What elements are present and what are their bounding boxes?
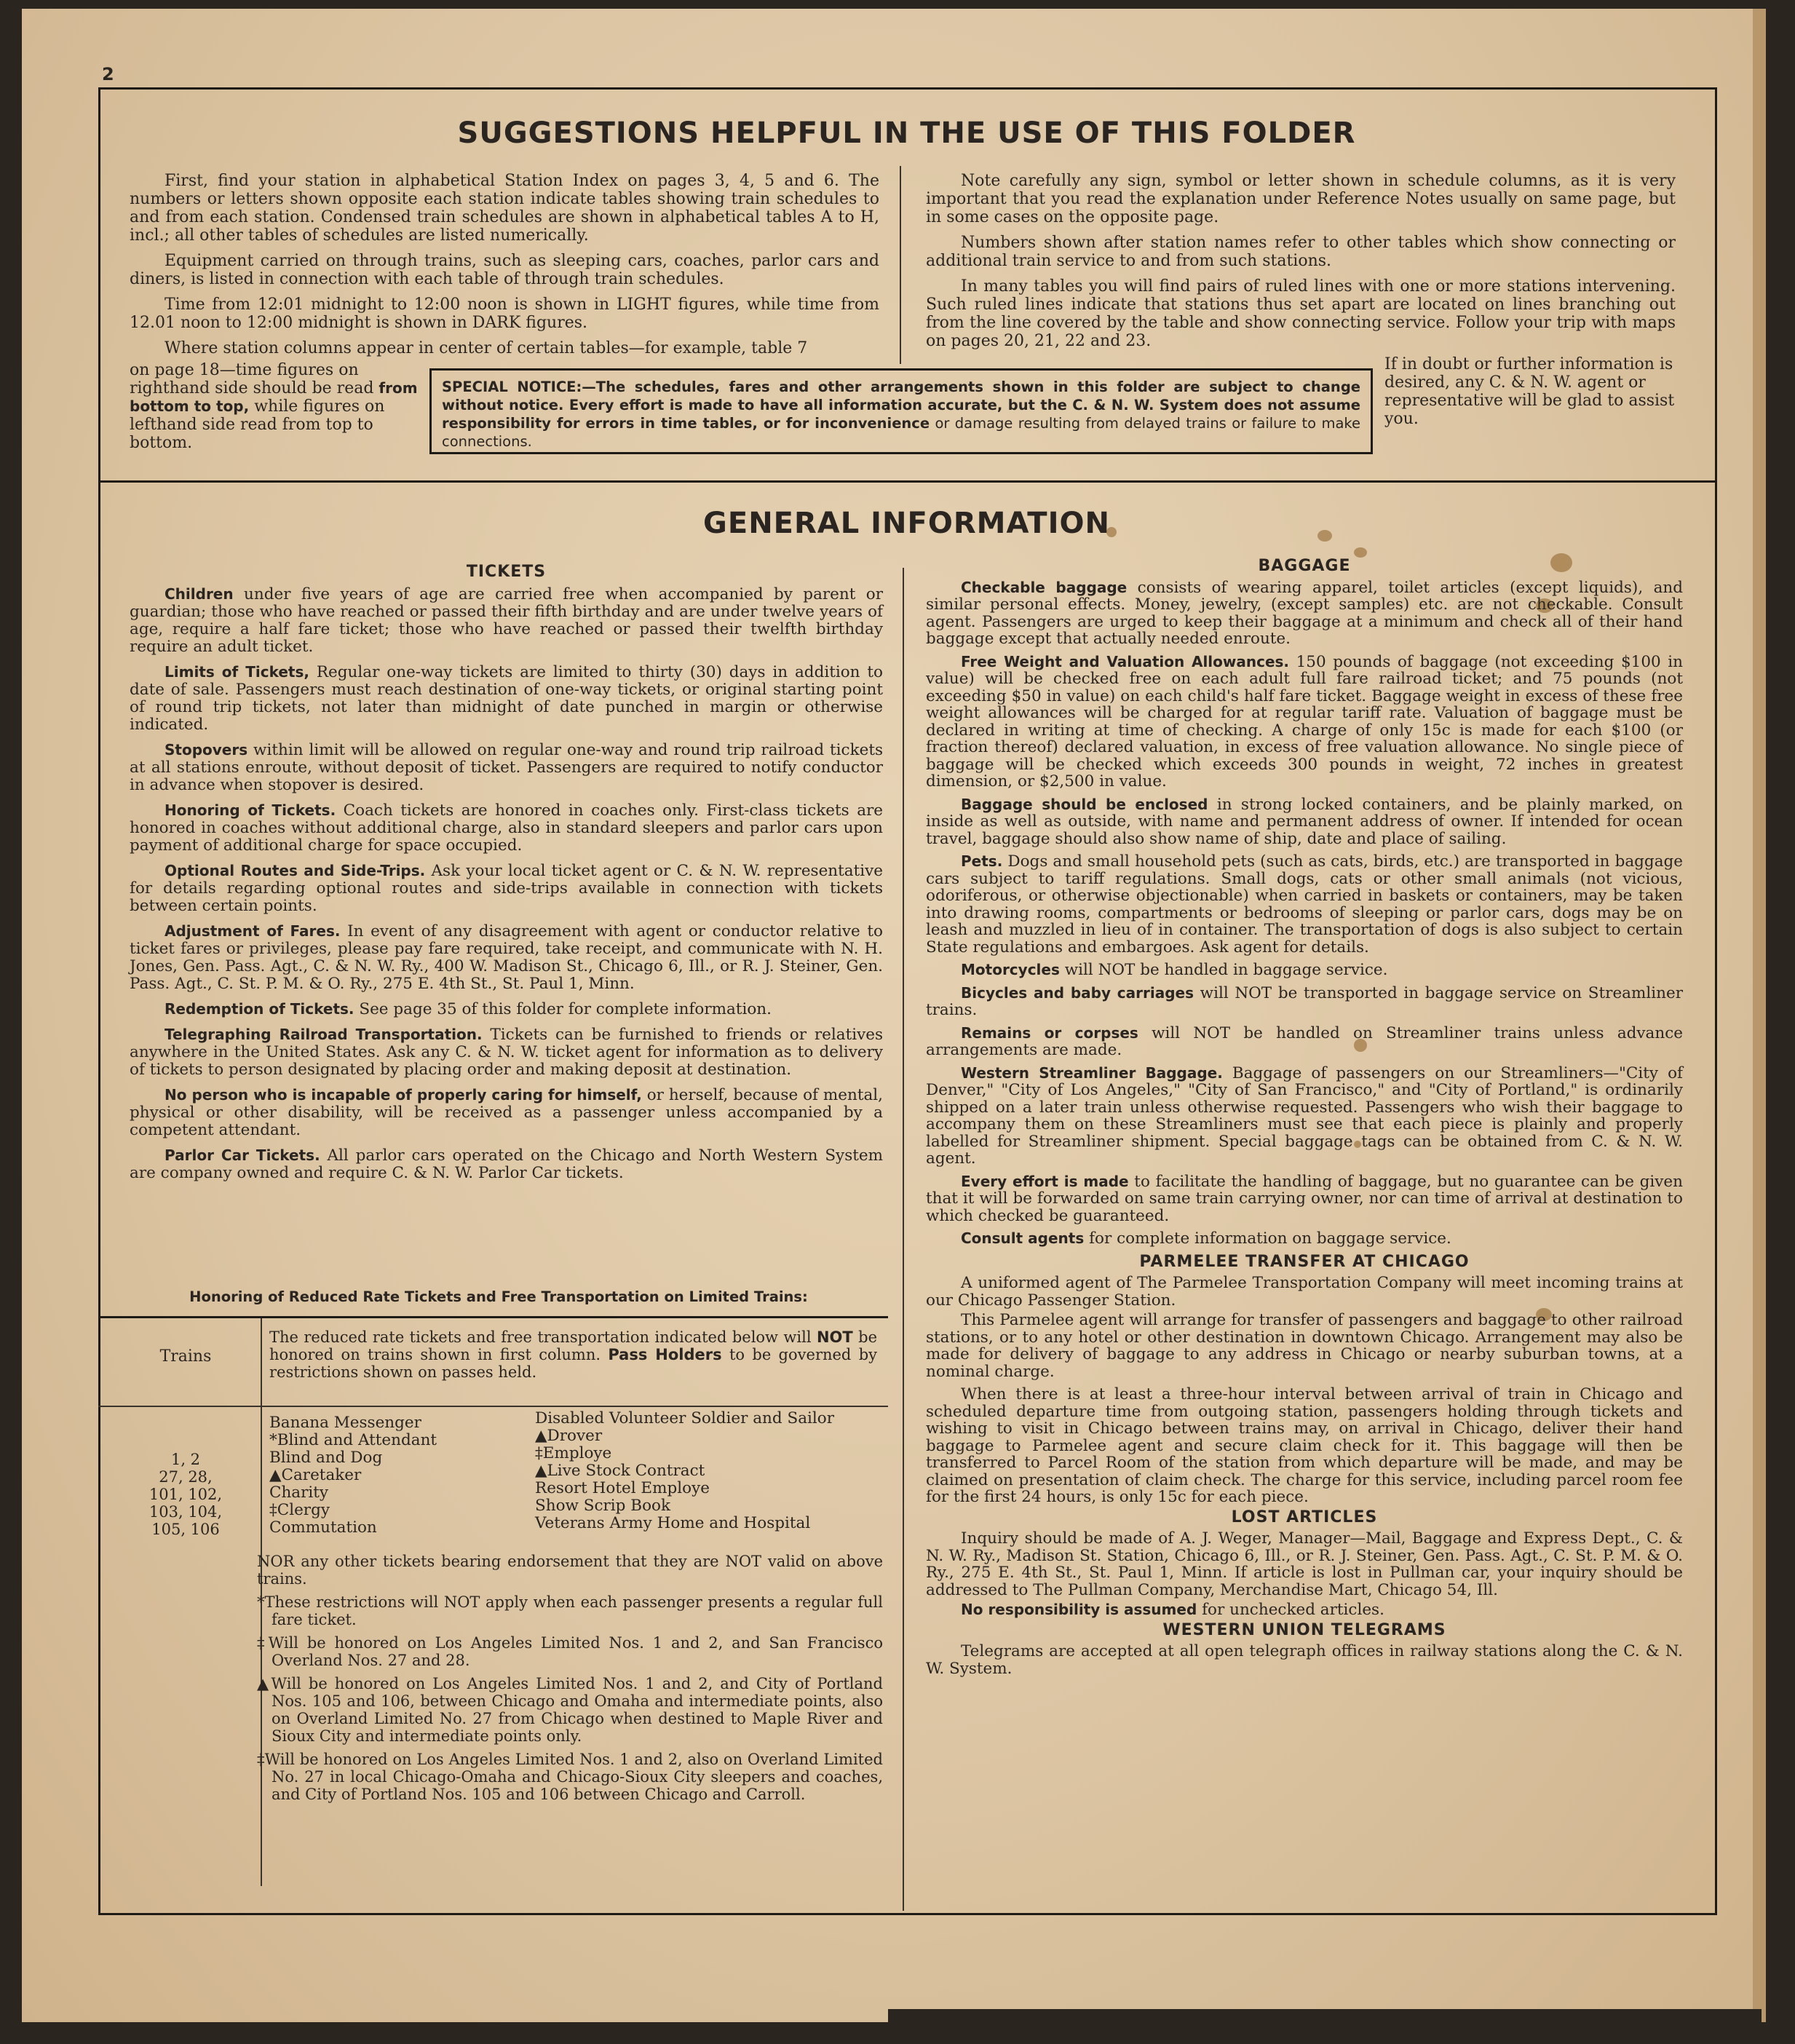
continuation-bold: from bottom to top, xyxy=(130,379,418,415)
parmelee-paragraph: When there is at least a three-hour interval between arrival of train in Chicago and scheduled departure time from outgoing station, passengers holding through tickets and wishing to visit in Chicago between trains may, on arrival in Chicago, deliver their hand baggage to Parmelee agent and secure claim check for it. This baggage will then be transferred to Parcel Room of the station from which departure will be made, and may be claimed on presentation of claim check. The charge for this service, including parcel room fee for the first 24 hours, is only 15c for each piece. xyxy=(926,1385,1683,1506)
pass-types-right xyxy=(535,1410,834,1532)
suggestion-paragraph: Equipment carried on through trains, such as sleeping cars, coaches, parlor cars and diners, is listed in connection with each table of through train schedules. xyxy=(130,252,879,288)
pass-type: ▲Live Stock Contract xyxy=(535,1462,705,1480)
ticket-item-text: Ask your local ticket agent or C. & N. W. representative for details regarding optional routes and side-trips available in connection with tickets between certain points. xyxy=(130,862,883,915)
baggage-item-text: in strong locked containers, and be plainly marked, on inside as well as outside, with name and permanent address of owner. If intended for ocean travel, baggage should also show name of ship, date and place of sailing. xyxy=(926,795,1683,848)
baggage-item-text: 150 pounds of baggage (not exceeding $100 in value) will be checked free on each adult full fare railroad ticket; and 75 pounds (not exceeding $50 in value) on each child's half fare ticket. Baggage weight in excess of these free weight allowances will be charged for at regular tariff rate. Valuation of baggage must be declared in writing at time of checking. A charge of only 15c is made for each $100 (or fraction thereof) declared valuation, in excess of free valuation allowance. No single piece of baggage will be checked which exceeds 300 pounds in weight, 72 inches in greatest dimension, or $2,500 in value. xyxy=(926,652,1683,791)
ticket-item-title: Parlor Car Tickets. xyxy=(165,1146,320,1164)
desc-text: to be governed by restrictions shown on passes held. xyxy=(269,1346,877,1381)
ticket-item-text: Regular one-way tickets are limited to thirty (30) days in addition to date of sale. Passengers must reach destination of one-way tickets, or original starting point of round trip tickets, not later than midnight of date punched in margin or otherwise indicated. xyxy=(130,663,883,734)
reduced-rate-description xyxy=(269,1328,877,1381)
baggage-heading: BAGGAGE xyxy=(1258,557,1351,575)
pass-type: ‡Clergy xyxy=(269,1501,330,1519)
ticket-item-text: Coach tickets are honored in coaches only. First-class tickets are honored in coaches without additional charge, also in standard sleepers and parlor cars upon payment of additional charge for space occupied. xyxy=(130,801,884,855)
ticket-item xyxy=(130,1086,883,1139)
suggestions-left-column xyxy=(130,172,879,357)
baggage-item-title: Remains or corpses xyxy=(961,1023,1138,1042)
ticket-item-title: Stopovers xyxy=(165,741,248,758)
ticket-item-title: Telegraphing Railroad Transportation. xyxy=(165,1026,483,1043)
suggestions-left-continuation xyxy=(130,361,421,452)
baggage-item-title: Free Weight and Valuation Allowances. xyxy=(961,652,1290,670)
ticket-item xyxy=(130,741,883,794)
ticket-item-text: Tickets can be furnished to friends or relatives anywhere in the United States. Ask any C. & N. W. ticket agent for information as to delivery of tickets to person designated by placing order and making deposit at destination. xyxy=(130,1026,883,1079)
desc-pass-holders: Pass Holders xyxy=(608,1346,722,1363)
train-note: NOR any other tickets bearing endorsement that they are NOT valid on above trains. xyxy=(257,1553,883,1588)
column-divider xyxy=(903,568,904,1911)
parmelee-paragraph: This Parmelee agent will arrange for transfer of passengers and baggage to other railroad stations, or to any hotel or other destination in downtown Chicago. Arrangement may also be made for delivery of baggage to any address in Chicago or nearby suburban towns, at a nominal charge. xyxy=(926,1311,1683,1381)
ticket-item xyxy=(130,585,883,656)
pass-type: Blind and Dog xyxy=(269,1449,383,1467)
baggage-item xyxy=(926,853,1683,956)
suggestion-paragraph: Note carefully any sign, symbol or letter shown in schedule columns, as it is very important that you read the explanation under Reference Notes usually on same page, but in some cases on the opposite page. xyxy=(926,172,1676,226)
train-numbers: 1, 2 27, 28, 101, 102, 103, 104, 105, 106 xyxy=(148,1451,223,1538)
special-notice-bold: SPECIAL NOTICE:—The schedules, fares and other arrangements shown in this folder are subject to change without notice. Every effort is made to have all information accurate, but the C. & N. W. System does not assume responsibility for errors in time tables, or for inconvenience xyxy=(442,379,1360,432)
baggage-item xyxy=(926,962,1683,979)
ticket-item-text: All parlor cars operated on the Chicago and North Western System are company owned and require C. & N. W. Parlor Car tickets. xyxy=(130,1146,883,1182)
suggestion-paragraph: Where station columns appear in center of certain tables—for example, table 7 xyxy=(165,339,808,357)
baggage-item-title: Bicycles and baby carriages xyxy=(961,983,1194,1002)
special-notice-box xyxy=(429,368,1373,454)
baggage-column xyxy=(926,555,1683,1684)
suggestions-title: SUGGESTIONS HELPFUL IN THE USE OF THIS FOLDER xyxy=(457,116,1356,150)
ticket-item-title: Children xyxy=(165,585,234,603)
baggage-item-title: Every effort is made xyxy=(961,1172,1129,1190)
reduced-rate-table xyxy=(98,1316,888,1913)
baggage-item xyxy=(926,1065,1683,1168)
special-notice-rest: or damage resulting from delayed trains or failure to make connections. xyxy=(442,415,1360,450)
suggestion-paragraph: In many tables you will find pairs of ruled lines with one or more stations intervening. Such ruled lines indicate that stations thus set apart are located on lines branching out from the line covered by the table and show connecting service. Follow your trip with maps on pages 20, 21, 22 and 23. xyxy=(926,277,1676,350)
pass-type: Veterans Army Home and Hospital xyxy=(535,1514,811,1532)
continuation-text: on page 18—time figures on righthand side should be read xyxy=(130,361,379,397)
column-divider xyxy=(900,166,901,364)
baggage-item-title: Baggage should be enclosed xyxy=(961,795,1208,813)
no-responsibility-bold: No responsibility is assumed xyxy=(961,1601,1197,1618)
pass-type: *Blind and Attendant xyxy=(269,1431,437,1449)
desc-text: be honored on trains shown in first column. xyxy=(269,1328,878,1363)
ticket-item-text: See page 35 of this folder for complete information. xyxy=(354,1000,772,1018)
pass-type: ▲Drover xyxy=(535,1427,603,1445)
tickets-heading: TICKETS xyxy=(466,563,547,581)
pass-type: Charity xyxy=(269,1484,329,1502)
baggage-item-text: will NOT be transported in baggage service on Streamliner trains. xyxy=(926,983,1683,1019)
continuation-text: while figures on lefthand side read from top to bottom. xyxy=(130,397,385,452)
baggage-item xyxy=(926,654,1683,791)
pass-type: ‡Employe xyxy=(535,1444,612,1462)
baggage-item xyxy=(926,796,1683,848)
baggage-item-title: Consult agents xyxy=(961,1229,1085,1247)
suggestion-paragraph: Time from 12:01 midnight to 12:00 noon is shown in LIGHT figures, while time from 12.01 noon to 12:00 midnight is shown in DARK figures. xyxy=(130,296,879,332)
pass-types-left xyxy=(269,1414,437,1537)
reduced-rate-title: Honoring of Reduced Rate Tickets and Free Transportation on Limited Trains: xyxy=(189,1288,808,1305)
western-union-heading: WESTERN UNION TELEGRAMS xyxy=(1162,1620,1446,1639)
ticket-item-text: under five years of age are carried free when accompanied by parent or guardian; those who have reached or passed their fifth birthday and are under twelve years of age, require a half fare ticket; those who have reached or passed their twelfth birthday require an adult ticket. xyxy=(130,585,883,656)
train-note: ‡Will be honored on Los Angeles Limited Nos. 1 and 2, also on Overland Limited No. 27 in local Chicago-Omaha and Chicago-Sioux City sleepers and coaches, and City of Portland Nos. 105 and 106 between Chicago and Carroll. xyxy=(257,1751,883,1803)
baggage-item-title: Pets. xyxy=(961,852,1003,870)
pass-type: Resort Hotel Employe xyxy=(535,1479,710,1497)
baggage-item xyxy=(926,1230,1683,1248)
page-number: 2 xyxy=(102,64,114,84)
train-note: *These restrictions will NOT apply when each passenger presents a regular full fare ticket. xyxy=(257,1593,883,1628)
ticket-item-title: No person who is incapable of properly caring for himself, xyxy=(165,1086,642,1104)
ticket-item xyxy=(130,1000,883,1018)
baggage-item xyxy=(926,1025,1683,1059)
desc-not: NOT xyxy=(816,1328,853,1346)
train-note: ▲Will be honored on Los Angeles Limited Nos. 1 and 2, and City of Portland Nos. 105 and 106, between Chicago and Omaha and intermediate points, also on Overland Limited No. 27 from Chicago when destined to Maple River and Sioux City and intermediate points only. xyxy=(257,1675,883,1745)
baggage-item-text: to facilitate the handling of baggage, but no guarantee can be given that it will be forwarded on same train carrying owner, nor can time of arrival at destination to which checked be guaranteed. xyxy=(926,1172,1683,1225)
ticket-item xyxy=(130,801,883,855)
general-title: GENERAL INFORMATION xyxy=(703,507,1110,540)
ticket-item-title: Optional Routes and Side-Trips. xyxy=(165,862,426,879)
suggestion-paragraph: First, find your station in alphabetical Station Index on pages 3, 4, 5 and 6. The numbers or letters shown opposite each station indicate tables showing train schedules to and from each station. Condensed train schedules are shown in alphabetical tables A to H, incl.; all other tables of schedules are listed numerically. xyxy=(130,172,879,245)
ticket-item-text: or herself, because of mental, physical or other disability, will be received as a passenger unless accompanied by a competent attendant. xyxy=(130,1086,883,1139)
parmelee-paragraph: A uniformed agent of The Parmelee Transportation Company will meet incoming trains at our Chicago Passenger Station. xyxy=(926,1274,1683,1310)
page-tear xyxy=(22,2022,888,2044)
tickets-column xyxy=(130,560,883,1189)
train-notes xyxy=(257,1553,883,1809)
baggage-item xyxy=(926,1173,1683,1225)
baggage-item-title: Western Streamliner Baggage. xyxy=(961,1063,1223,1082)
baggage-item-text: Baggage of passengers on our Streamliners—"City of Denver," "City of Los Angeles," "City of San Francisco," and "City of Portland," is ordinarily shipped on a later train unless otherwise requested. Passengers who wish their baggage to accompany them on these Streamliners must see that each piece is plainly and properly labelled for Streamliner shipment. Special baggage tags can be obtained from C. & N. W. agent. xyxy=(926,1063,1683,1168)
ticket-item-text: within limit will be allowed on regular one-way and round trip railroad tickets at all stations enroute, without deposit of ticket. Passengers are required to notify conductor in advance when stopover is desired. xyxy=(130,741,883,794)
baggage-item-text: consists of wearing apparel, toilet articles (except liquids), and similar personal effects. Money, jewelry, (except samples) etc. are not checkable. Consult agent. Passengers are urged to keep their baggage at a minimum and check all of their hand baggage except that actually needed enroute. xyxy=(926,578,1683,648)
pass-type: Banana Messenger xyxy=(269,1414,421,1432)
table-divider xyxy=(98,1406,888,1407)
baggage-item-text: will NOT be handled on Streamliner trains unless advance arrangements are made. xyxy=(926,1023,1683,1059)
ticket-item xyxy=(130,663,883,734)
baggage-item-text: will NOT be handled in baggage service. xyxy=(1059,961,1388,979)
ticket-item-title: Honoring of Tickets. xyxy=(165,801,336,819)
baggage-item xyxy=(926,579,1683,648)
desc-text: The reduced rate tickets and free transportation indicated below will xyxy=(269,1328,817,1346)
section-divider xyxy=(98,480,1715,483)
pass-type: ▲Caretaker xyxy=(269,1466,362,1484)
lost-articles-text: Inquiry should be made of A. J. Weger, Manager—Mail, Baggage and Express Dept., C. & N. W. Ry., Madison St. Station, Chicago 6, Ill., or R. J. Steiner, Gen. Pass. Agt., C. St. P. M. & O. Ry., 275 E. 4th St., St. Paul 1, Minn. If article is lost in Pullman car, your inquiry should be addressed to The Pullman Company, Merchandise Mart, Chicago 54, Ill. xyxy=(926,1529,1683,1599)
suggestions-right-column xyxy=(926,172,1676,357)
ticket-item xyxy=(130,862,883,915)
no-responsibility-text: for unchecked articles. xyxy=(1197,1601,1384,1619)
pass-type: Disabled Volunteer Soldier and Sailor xyxy=(535,1409,834,1427)
ticket-item-title: Limits of Tickets, xyxy=(165,663,309,681)
baggage-item-text: for complete information on baggage service. xyxy=(1084,1229,1451,1248)
western-union-text: Telegrams are accepted at all open telegraph offices in railway stations along the C. & N. W. System. xyxy=(926,1642,1683,1678)
train-note: ‡Will be honored on Los Angeles Limited Nos. 1 and 2, and San Francisco Overland Nos. 27 and 28. xyxy=(257,1634,883,1669)
baggage-item xyxy=(926,985,1683,1019)
no-responsibility xyxy=(926,1601,1683,1619)
baggage-item-title: Checkable baggage xyxy=(961,578,1128,596)
continuation-text: If in doubt or further information is desired, any C. & N. W. agent or representative will be glad to assist you. xyxy=(1384,355,1675,428)
pass-type: Show Scrip Book xyxy=(535,1497,670,1515)
baggage-item-text: Dogs and small household pets (such as cats, birds, etc.) are transported in baggage cars subject to tariff regulations. Small dogs, cats or other small animals (not vicious, odoriferous, or otherwise objectionable) when carried in baskets or containers, may be taken into drawing rooms, compartments or bedrooms of sleeping or parlor cars, dogs may be on leash and muzzled in lieu of in container. The transportation of dogs is also subject to certain State regulations and embargoes. Ask agent for details. xyxy=(926,852,1683,956)
lost-articles-heading: LOST ARTICLES xyxy=(1231,1508,1378,1526)
parmelee-heading: PARMELEE TRANSFER AT CHICAGO xyxy=(1139,1252,1470,1271)
baggage-item-title: Motorcycles xyxy=(961,961,1060,978)
suggestion-paragraph: Numbers shown after station names refer to other tables which show connecting or additional train service to and from such stations. xyxy=(926,234,1676,270)
ticket-item-text: In event of any disagreement with agent or conductor relative to ticket fares or privileges, please pay fare required, take receipt, and communicate with N. H. Jones, Gen. Pass. Agt., C. & N. W. Ry., 400 W. Madison St., Chicago 6, Ill., or R. J. Steiner, Gen. Pass. Agt., C. St. P. M. & O. Ry., 275 E. 4th St., St. Paul 1, Minn. xyxy=(130,922,883,993)
suggestions-right-continuation xyxy=(1384,355,1676,428)
ticket-item-title: Redemption of Tickets. xyxy=(165,1000,354,1018)
ticket-item xyxy=(130,1026,883,1079)
page-tear xyxy=(888,2009,1762,2044)
ticket-item-title: Adjustment of Fares. xyxy=(165,922,341,940)
trains-column-header: Trains xyxy=(159,1347,212,1366)
pass-type: Commutation xyxy=(269,1518,377,1537)
ticket-item xyxy=(130,1146,883,1182)
ticket-item xyxy=(130,922,883,993)
